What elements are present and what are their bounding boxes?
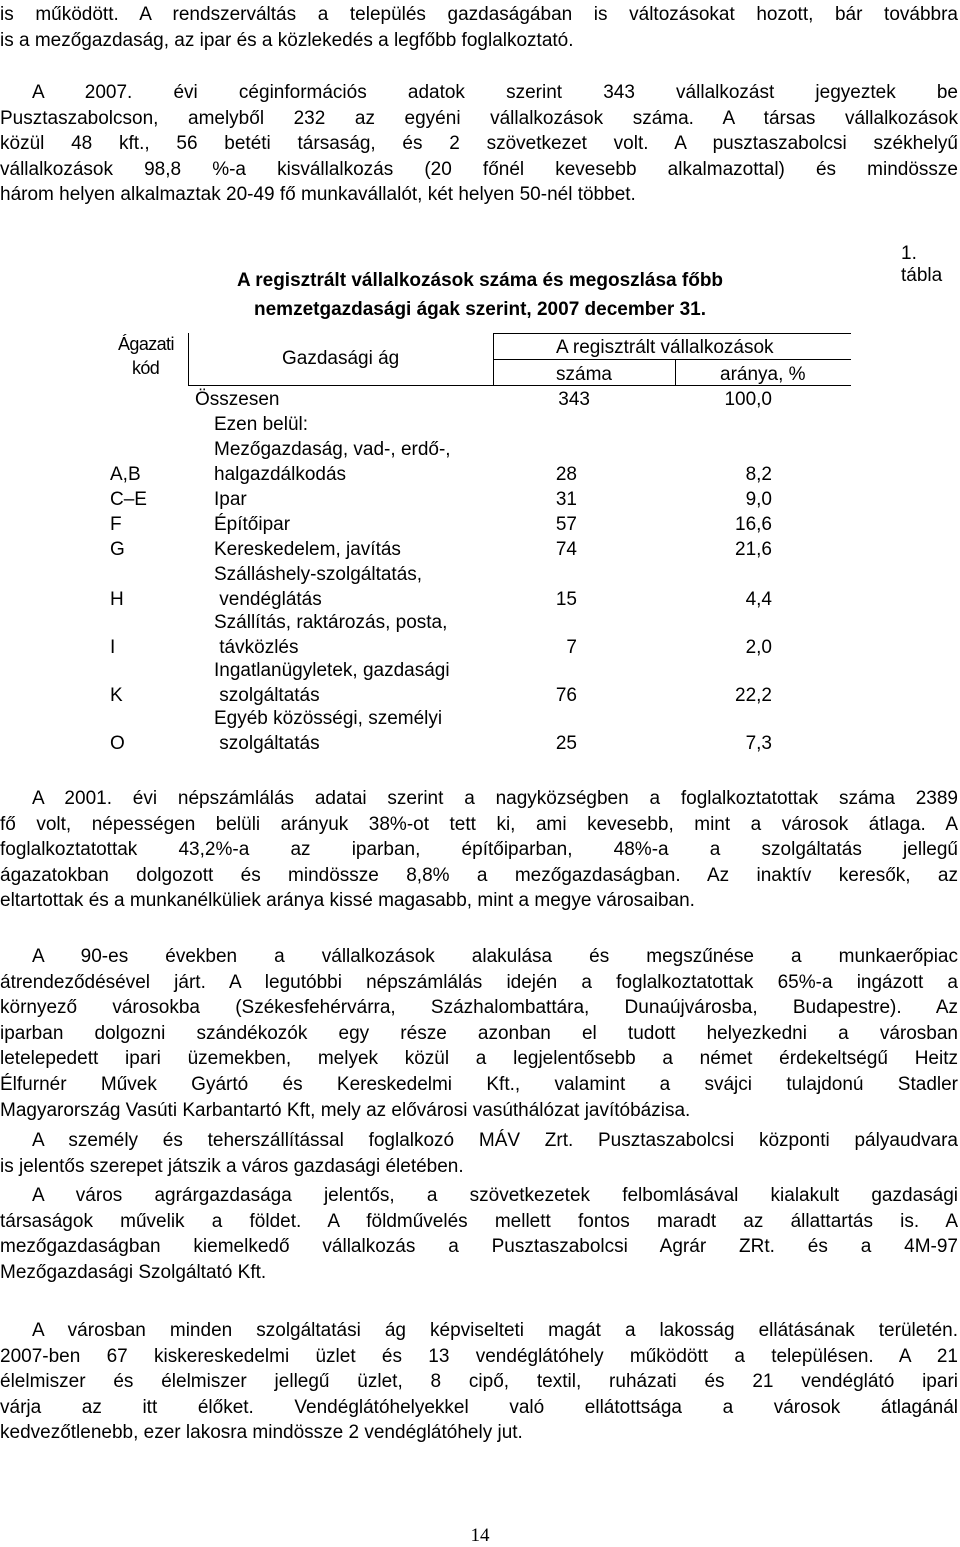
text-line: A 90-es években a vállalkozások alakulása és megszűnése a munkaerőpiac: [32, 946, 958, 967]
paragraph-services: [0, 1318, 958, 1446]
row-count: 7: [566, 637, 577, 658]
row-label: távközlés: [214, 637, 299, 658]
text-line: három helyen alkalmaztak 20-49 fő munkavállalót, két helyen 50-nél többet.: [0, 184, 636, 206]
header-count: száma: [556, 364, 612, 385]
text-line: is a mezőgazdaság, az ipar és a közlekedés a legfőbb foglalkoztató.: [0, 29, 574, 51]
table-title: [150, 266, 810, 324]
table-title-line: nemzetgazdasági ágak szerint, 2007 december 31.: [254, 299, 706, 320]
row-label: Egyéb közösségi, személyi: [214, 708, 443, 729]
text-line: Pusztaszabolcson, amelyből 232 az egyéni vállalkozások száma. A társas vállalkozások: [0, 107, 958, 129]
text-line: is jelentős szerepet játszik a város gazdasági életében.: [0, 1155, 464, 1177]
header-divider: [188, 333, 189, 385]
text-line: A 2007. évi céginformációs adatok szerint 343 vállalkozást jegyeztek be: [32, 82, 958, 103]
row-label: Ipar: [214, 489, 247, 510]
text-line: átrendeződésével járt. A legutóbbi népszámlálás idején a foglalkoztatottak 65%-a ingázott a: [0, 971, 958, 993]
header-code-line1: Ágazati: [118, 334, 174, 354]
text-line: Mezőgazdasági Szolgáltató Kft.: [0, 1261, 267, 1283]
text-line: mezőgazdaságban kiemelkedő vállalkozás a Pusztaszabolcsi Agrár ZRt. és a 4M-97: [0, 1236, 958, 1258]
row-share: 7,3: [745, 733, 772, 754]
header-rule-bottom: [188, 385, 851, 386]
row-code: O: [110, 733, 125, 754]
text-line: A 2001. évi népszámlálás adatai szerint a nagyközségben a foglalkoztatottak száma 2389: [32, 788, 958, 809]
row-share: 16,6: [735, 514, 772, 535]
header-divider: [675, 359, 676, 385]
text-line: várja az itt élőket. Vendéglátóhelyekkel való ellátottsága a városok átlagánál: [0, 1396, 958, 1418]
row-label: Ezen belül:: [214, 414, 309, 435]
row-count: 74: [555, 539, 577, 560]
table-title-line: A regisztrált vállalkozások száma és megoszlása főbb: [236, 270, 724, 291]
row-label: Ingatlanügyletek, gazdasági: [214, 660, 450, 681]
row-label: Szálláshely-szolgáltatás,: [214, 564, 423, 585]
text-line: Élfurnér Művek Gyártó és Kereskedelmi Kft., valamint a svájci tulajdonú Stadler: [0, 1073, 958, 1095]
row-code: C–E: [110, 489, 147, 510]
row-label: szolgáltatás: [214, 733, 320, 754]
row-label: Szállítás, raktározás, posta,: [214, 612, 448, 633]
row-share: 9,0: [745, 489, 772, 510]
text-line: letelepedett ipari üzemekben, melyek közül a legjelentősebb a német érdekeltségű Heitz: [0, 1048, 958, 1070]
text-line: társaságok művelik a földet. A földművelés mellett fontos maradt az állattartás is. A: [0, 1210, 958, 1232]
row-count: 343: [558, 389, 590, 410]
row-label: szolgáltatás: [214, 685, 320, 706]
text-line: környező városokba (Székesfehérvárra, Százhalombattára, Dunaújvárosba, Budapestre). Az: [0, 997, 958, 1019]
page-number: 14: [470, 1525, 490, 1546]
row-share: 2,0: [745, 637, 772, 658]
table-number: 1. tábla: [901, 243, 943, 286]
row-share: 100,0: [724, 389, 772, 410]
text-line: élelmiszer és élelmiszer jellegű üzlet, 8 cipő, textil, ruházati és 21 vendéglátó ipari: [0, 1371, 958, 1393]
text-line: A város agrárgazdasága jelentős, a szövetkezetek felbomlásával kialakult gazdasági: [32, 1185, 958, 1206]
text-line: közül 48 kft., 56 betéti társaság, és 2 szövetkezet volt. A pusztaszabolcsi székhelyű: [0, 133, 958, 155]
row-count: 31: [555, 489, 577, 510]
text-line: Magyarország Vasúti Karbantartó Kft, mely az elővárosi vasúthálózat javítóbázisa.: [0, 1099, 691, 1121]
text-line: A városban minden szolgáltatási ág képviselteti magát a lakosság ellátásának területén.: [32, 1320, 958, 1341]
row-label: Mezőgazdaság, vad-, erdő-,: [214, 439, 451, 460]
paragraph-agriculture: [0, 1183, 958, 1285]
row-share: 4,4: [745, 589, 772, 610]
row-code: H: [110, 589, 124, 610]
paragraph-census: [0, 786, 958, 914]
header-share: aránya, %: [720, 364, 806, 385]
row-code: K: [110, 685, 123, 706]
header-branch: Gazdasági ág: [282, 348, 400, 369]
text-line: iparban dolgozni szándékozók egy része azonban el tudott helyezkedni a városban: [0, 1022, 958, 1044]
row-label: Építőipar: [214, 514, 291, 535]
text-line: ágazatokban dolgozott és mindössze 8,8% a mezőgazdaságban. Az inaktív keresők, az: [0, 864, 958, 886]
text-line: foglalkoztatottak 43,2%-a az iparban, építőiparban, 48%-a a szolgáltatás jellegű: [0, 839, 958, 861]
row-count: 28: [555, 464, 577, 485]
row-code: A,B: [110, 464, 141, 485]
text-line: is működött. A rendszerváltás a település gazdaságában is változásokat hozott, bár továbbra: [0, 4, 958, 25]
row-count: 15: [555, 589, 577, 610]
row-code: I: [110, 637, 116, 658]
text-line: A személy és teherszállítással foglalkozó MÁV Zrt. Pusztaszabolcsi központi pályaudvara: [32, 1130, 958, 1151]
row-code: F: [110, 514, 122, 535]
paragraph-intro: [0, 2, 958, 53]
paragraph-nineties: [0, 944, 958, 1123]
row-label: halgazdálkodás: [214, 464, 347, 485]
row-count: 25: [555, 733, 577, 754]
text-line: vállalkozások 98,8 %-a kisvállalkozás (20 főnél kevesebb alkalmazottal) és mindössze: [0, 158, 958, 180]
row-count: 57: [555, 514, 577, 535]
row-share: 21,6: [735, 539, 772, 560]
text-line: kedvezőtlenebb, ezer lakosra mindössze 2 vendéglátóhely jut.: [0, 1422, 523, 1444]
row-label: Kereskedelem, javítás: [214, 539, 401, 560]
text-line: fő volt, népességen belüli arányuk 38%-ot tett ki, ami kevesebb, mint a városok átlaga. A: [0, 813, 958, 835]
header-rule-middle: [493, 359, 851, 360]
text-line: eltartottak és a munkanélküliek aránya kissé magasabb, mint a megye városaiban.: [0, 890, 695, 912]
paragraph-companies: [0, 80, 958, 208]
row-share: 8,2: [745, 464, 772, 485]
row-code: G: [110, 539, 125, 560]
row-label: vendéglátás: [214, 589, 322, 610]
header-group: A regisztrált vállalkozások: [556, 337, 774, 358]
row-share: 22,2: [735, 685, 772, 706]
row-count: 76: [555, 685, 577, 706]
row-label: Összesen: [195, 389, 280, 410]
header-code-line2: kód: [132, 358, 160, 378]
header-rule-top: [493, 333, 851, 334]
paragraph-railway: [0, 1128, 958, 1179]
text-line: 2007-ben 67 kiskereskedelmi üzlet és 13 vendéglátóhely működött a településen. A 21: [0, 1345, 958, 1367]
